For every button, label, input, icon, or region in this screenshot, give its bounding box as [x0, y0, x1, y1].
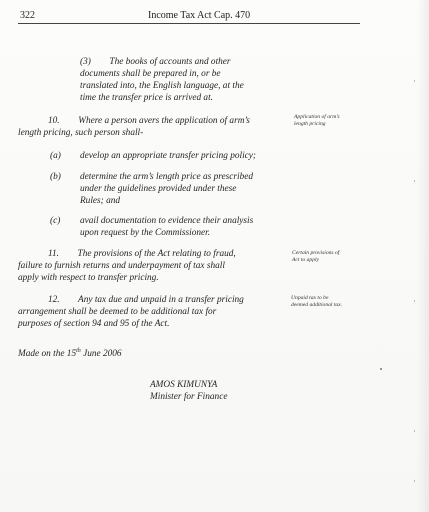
- text-line: time the transfer price is arrived at.: [80, 93, 213, 103]
- text-line: avail documentation to evidence their analysis: [80, 216, 254, 226]
- list-label: (a): [50, 151, 61, 161]
- text-line: Rules; and: [80, 196, 121, 206]
- text-line: under the guidelines provided under these: [80, 184, 237, 194]
- text-line: failure to furnish returns and underpayment of tax shall: [18, 261, 225, 271]
- scan-speck: [414, 300, 415, 302]
- list-label: (c): [50, 216, 61, 226]
- text-line: (3) The books of accounts and other: [80, 57, 231, 67]
- text-line: translated into, the English language, at the: [80, 81, 244, 91]
- text-line: upon request by the Commissioner.: [80, 228, 211, 238]
- text-line: apply with respect to transfer pricing.: [18, 273, 159, 283]
- text-line: documents shall be prepared in, or be: [80, 69, 221, 79]
- margin-note-certain-provisions: Certain provisions of Act to apply: [292, 250, 340, 263]
- running-header-title: Income Tax Act Cap. 470: [148, 10, 251, 21]
- text-line: arrangement shall be deemed to be additional tax for: [18, 307, 217, 317]
- scan-speck: [380, 368, 382, 370]
- text-line: 11. The provisions of the Act relating to fraud,: [48, 249, 236, 259]
- page-number: 322: [20, 10, 35, 21]
- scan-speck: [414, 430, 415, 432]
- text-line: determine the arm’s length price as prescribed: [80, 172, 253, 182]
- text-line: develop an appropriate transfer pricing policy;: [80, 151, 257, 161]
- signatory-title: Minister for Finance: [150, 392, 228, 402]
- made-on-date: Made on the 15th June 2006: [18, 348, 122, 360]
- text-line: 12. Any tax due and unpaid in a transfer pricing: [48, 295, 244, 305]
- scan-speck: [414, 80, 415, 82]
- scan-speck: [414, 480, 415, 482]
- margin-note-arms-length: Application of arm’s length pricing: [294, 114, 340, 127]
- list-label: (b): [50, 172, 61, 182]
- header-rule: [18, 23, 360, 24]
- signatory-name: AMOS KIMUNYA: [150, 380, 218, 390]
- text-line: 10. Where a person avers the application of arm’s: [48, 116, 250, 126]
- margin-note-unpaid-tax: Unpaid tax to be deemed additional tax.: [291, 295, 343, 308]
- scan-speck: [414, 180, 415, 182]
- text-line: purposes of section 94 and 95 of the Act.: [18, 319, 170, 329]
- text-line: length pricing, such person shall-: [18, 128, 144, 138]
- page-edge-shadow: [417, 0, 429, 512]
